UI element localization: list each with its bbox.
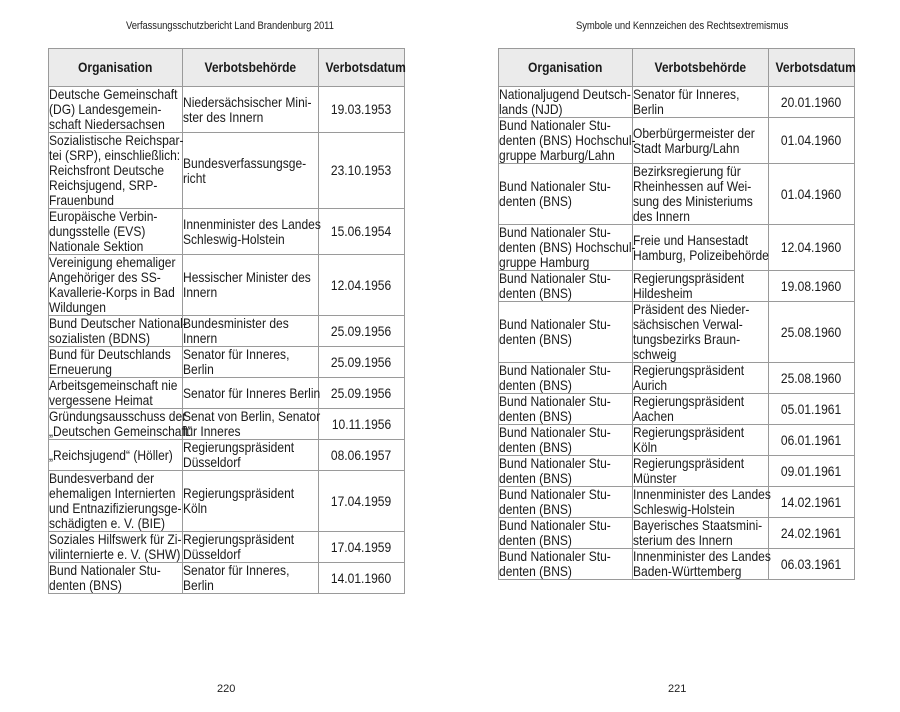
organisation-cell-line: Bund Nationaler Stu- xyxy=(499,117,611,133)
table-row xyxy=(49,133,405,209)
authority-cell-line: Hildesheim xyxy=(633,285,693,301)
authority-cell-line: Köln xyxy=(183,500,208,516)
authority-cell-line: tungsbezirks Braun- xyxy=(633,331,741,347)
table-row xyxy=(499,518,855,549)
header-organisation: Organisation xyxy=(499,49,633,87)
authority-cell-line: Düsseldorf xyxy=(183,546,241,562)
table-row xyxy=(499,394,855,425)
table-row xyxy=(499,225,855,271)
table-row xyxy=(49,255,405,316)
date-cell: 14.02.1961 xyxy=(769,487,855,518)
organisation-cell-line: denten (BNS) xyxy=(499,408,572,424)
table-row xyxy=(499,363,855,394)
organisation-cell xyxy=(49,133,183,209)
authority-cell xyxy=(633,487,769,518)
organisation-cell-line: Angehöriger des SS- xyxy=(49,269,161,285)
authority-cell-line: Regierungspräsident xyxy=(183,439,295,455)
authority-cell xyxy=(633,118,769,164)
authority-cell-line: Senator für Inneres Berlin xyxy=(183,384,321,401)
organisation-cell-line: denten (BNS) xyxy=(499,193,572,209)
ban-table xyxy=(48,48,405,594)
organisation-cell xyxy=(49,347,183,378)
authority-cell-line: Köln xyxy=(633,439,658,455)
organisation-cell xyxy=(49,209,183,255)
table-row xyxy=(499,549,855,580)
organisation-cell-line: Nationaljugend Deutsch- xyxy=(499,86,631,102)
organisation-cell-line: gruppe Marburg/Lahn xyxy=(499,147,615,163)
authority-cell xyxy=(633,164,769,225)
authority-cell-line: Hessischer Minister des xyxy=(183,269,311,285)
organisation-cell-line: tei (SRP), einschließlich: xyxy=(49,147,181,163)
authority-cell-line: Regierungspräsident xyxy=(183,531,295,547)
authority-cell-line: Innenminister des Landes xyxy=(633,486,771,502)
table-row xyxy=(499,271,855,302)
organisation-cell-line: Bund Nationaler Stu- xyxy=(499,270,611,286)
organisation-cell xyxy=(499,87,633,118)
organisation-cell-line: dungsstelle (EVS) xyxy=(49,223,146,239)
organisation-cell-line: denten (BNS) xyxy=(49,577,122,593)
organisation-cell-line: Bund Nationaler Stu- xyxy=(499,224,611,240)
authority-cell-line: Rheinhessen auf Wei- xyxy=(633,178,752,194)
organisation-cell xyxy=(49,408,193,440)
organisation-cell xyxy=(49,255,183,316)
authority-cell-line: Berlin xyxy=(183,577,214,593)
organisation-cell-line: denten (BNS) xyxy=(499,532,572,548)
authority-cell-line: Präsident des Nieder- xyxy=(633,301,750,317)
authority-cell-line: Schleswig-Holstein xyxy=(633,501,735,517)
organisation-cell-line: Gründungsausschuss der xyxy=(49,408,187,424)
authority-cell xyxy=(633,302,769,363)
organisation-cell xyxy=(499,164,633,225)
header-date: Verbotsdatum xyxy=(769,49,855,87)
organisation-cell-line: schaft Niedersachsen xyxy=(49,116,165,132)
organisation-cell-line: denten (BNS) xyxy=(499,439,572,455)
organisation-cell-line: schädigten e. V. (BIE) xyxy=(49,515,166,531)
authority-cell xyxy=(633,518,769,549)
authority-cell-line: Stadt Marburg/Lahn xyxy=(633,139,740,156)
organisation-cell-line: denten (BNS) Hochschul- xyxy=(499,239,636,255)
organisation-cell xyxy=(49,563,183,594)
table-row xyxy=(49,378,405,409)
organisation-cell-line: denten (BNS) xyxy=(499,331,572,347)
organisation-cell-line: denten (BNS) Hochschul- xyxy=(499,132,636,148)
organisation-cell xyxy=(499,117,636,164)
authority-cell-line: Regierungspräsident xyxy=(183,485,295,501)
organisation-cell-line: denten (BNS) xyxy=(499,563,572,579)
organisation-cell-line: Kavallerie-Korps in Bad xyxy=(49,284,175,300)
organisation-cell xyxy=(499,302,633,363)
authority-cell-line: Regierungspräsident xyxy=(633,455,745,471)
organisation-cell-line: Nationale Sektion xyxy=(49,238,144,254)
authority-cell xyxy=(183,378,319,409)
organisation-cell-line: denten (BNS) xyxy=(499,377,572,393)
organisation-cell-line: Frauenbund xyxy=(49,192,114,208)
authority-cell-line: Regierungspräsident xyxy=(633,393,745,409)
table-row xyxy=(49,532,405,563)
authority-cell xyxy=(633,425,769,456)
authority-cell xyxy=(183,440,319,471)
authority-cell-line: Niedersächsischer Mini- xyxy=(183,93,312,110)
table-row xyxy=(49,471,405,532)
date-cell: 25.09.1956 xyxy=(319,378,405,409)
organisation-cell xyxy=(49,87,183,133)
authority-cell-line: sterium des Innern xyxy=(633,532,733,548)
organisation-cell xyxy=(499,518,633,549)
authority-cell-line: sächsischen Verwal- xyxy=(633,316,743,332)
date-cell: 09.01.1961 xyxy=(769,456,855,487)
organisation-cell-line: Deutsche Gemeinschaft xyxy=(49,86,178,102)
table-header-row xyxy=(49,49,405,87)
organisation-cell-line: Bund Nationaler Stu- xyxy=(499,178,611,194)
table-row xyxy=(499,425,855,456)
page-number: 221 xyxy=(668,683,687,695)
date-cell: 06.03.1961 xyxy=(769,549,855,580)
date-cell: 25.08.1960 xyxy=(769,363,855,394)
table-row xyxy=(49,87,405,133)
authority-cell-line: Innern xyxy=(183,330,218,346)
authority-cell xyxy=(633,225,769,271)
organisation-cell-line: Bund Nationaler Stu- xyxy=(499,424,611,440)
header-authority: Verbotsbehörde xyxy=(183,49,319,87)
right-page xyxy=(450,0,900,712)
organisation-cell xyxy=(499,394,633,425)
running-head: Symbole und Kennzeichen des Rechtsextremismus xyxy=(576,20,789,32)
authority-cell-line: Schleswig-Holstein xyxy=(183,230,285,247)
organisation-cell-line: Bund Nationaler Stu- xyxy=(499,393,611,409)
date-cell: 17.04.1959 xyxy=(319,532,405,563)
organisation-cell-line: vilinternierte e. V. (SHW) xyxy=(49,546,181,562)
authority-cell-line: Oberbürgermeister der xyxy=(633,124,755,141)
organisation-cell-line: Arbeitsgemeinschaft nie xyxy=(49,377,178,393)
organisation-cell-line: denten (BNS) xyxy=(499,470,572,486)
organisation-cell xyxy=(499,487,633,518)
table-row xyxy=(499,87,855,118)
authority-cell-line: Münster xyxy=(633,470,677,486)
authority-cell xyxy=(183,409,319,440)
authority-cell-line: sung des Ministeriums xyxy=(633,193,753,209)
organisation-cell-line: Bund Nationaler Stu- xyxy=(499,548,611,564)
header-date: Verbotsdatum xyxy=(319,49,405,87)
authority-cell-line: schweig xyxy=(633,346,677,362)
organisation-cell-line: ehemaligen Internierten xyxy=(49,485,176,501)
organisation-cell-line: „Reichsjugend“ (Höller) xyxy=(49,446,173,463)
authority-cell-line: Aurich xyxy=(633,377,668,393)
running-head: Verfassungsschutzbericht Land Brandenburg 2011 xyxy=(126,20,334,32)
authority-cell xyxy=(633,87,769,118)
table-row xyxy=(499,164,855,225)
organisation-cell-line: lands (NJD) xyxy=(499,101,563,117)
authority-cell-line: Regierungspräsident xyxy=(633,424,745,440)
authority-cell-line: Senator für Inneres, xyxy=(633,86,740,102)
authority-cell xyxy=(183,255,319,316)
date-cell: 08.06.1957 xyxy=(319,440,405,471)
header-authority: Verbotsbehörde xyxy=(633,49,769,87)
organisation-cell-line: Bund Nationaler Stu- xyxy=(499,486,611,502)
organisation-cell xyxy=(49,378,183,409)
organisation-cell-line: Wildungen xyxy=(49,299,106,315)
authority-cell-line: Aachen xyxy=(633,408,674,424)
organisation-cell-line: Bundesverband der xyxy=(49,470,155,486)
authority-cell xyxy=(633,456,769,487)
authority-cell-line: Bezirksregierung für xyxy=(633,163,741,179)
organisation-cell-line: denten (BNS) xyxy=(499,501,572,517)
organisation-cell-line: Bund Nationaler Stu- xyxy=(499,455,611,471)
date-cell: 23.10.1953 xyxy=(319,133,405,209)
organisation-cell xyxy=(499,363,633,394)
organisation-cell-line: Reichsfront Deutsche xyxy=(49,162,165,178)
date-cell: 12.04.1956 xyxy=(319,255,405,316)
authority-cell-line: ster des Innern xyxy=(183,108,264,125)
authority-cell xyxy=(633,549,769,580)
organisation-cell xyxy=(49,440,183,471)
authority-cell-line: Hamburg, Polizeibehörde xyxy=(633,246,769,263)
organisation-cell-line: gruppe Hamburg xyxy=(499,254,590,270)
organisation-cell xyxy=(49,471,183,532)
authority-cell xyxy=(183,133,319,209)
organisation-cell xyxy=(49,532,183,563)
authority-cell-line: Regierungspräsident xyxy=(633,270,745,286)
table-row xyxy=(499,456,855,487)
authority-cell-line: Baden-Württemberg xyxy=(633,563,742,579)
date-cell: 24.02.1961 xyxy=(769,518,855,549)
authority-cell-line: Innenminister des Landes xyxy=(633,548,771,564)
authority-cell xyxy=(183,471,319,532)
date-cell: 01.04.1960 xyxy=(769,164,855,225)
authority-cell-line: Berlin xyxy=(183,361,214,377)
organisation-cell-line: Bund Nationaler Stu- xyxy=(49,562,161,578)
table-row xyxy=(49,409,405,440)
date-cell: 10.11.1956 xyxy=(319,409,405,440)
authority-cell-line: Innern xyxy=(183,284,218,300)
date-cell: 01.04.1960 xyxy=(769,118,855,164)
date-cell: 19.03.1953 xyxy=(319,87,405,133)
authority-cell xyxy=(183,316,319,347)
page-number: 220 xyxy=(217,683,236,695)
authority-cell-line: richt xyxy=(183,169,206,186)
organisation-cell-line: Sozialistische Reichspar- xyxy=(49,132,184,148)
date-cell: 05.01.1961 xyxy=(769,394,855,425)
date-cell: 20.01.1960 xyxy=(769,87,855,118)
authority-cell-line: Bayerisches Staatsmini- xyxy=(633,517,763,533)
organisation-cell-line: Bund für Deutschlands xyxy=(49,346,171,362)
organisation-cell xyxy=(499,425,633,456)
authority-cell-line: Regierungspräsident xyxy=(633,362,745,378)
organisation-cell-line: und Entnazifizierungsge- xyxy=(49,500,182,516)
organisation-cell-line: Vereinigung ehemaliger xyxy=(49,254,176,270)
organisation-cell-line: Bund Nationaler Stu- xyxy=(499,362,611,378)
table-body xyxy=(499,87,855,580)
organisation-cell-line: Bund Deutscher National- xyxy=(49,315,187,331)
authority-cell-line: Düsseldorf xyxy=(183,454,241,470)
authority-cell xyxy=(633,394,769,425)
date-cell: 06.01.1961 xyxy=(769,425,855,456)
authority-cell-line: Innenminister des Landes xyxy=(183,215,321,232)
authority-cell-line: Bundesminister des xyxy=(183,315,289,331)
organisation-cell xyxy=(499,271,633,302)
authority-cell-line: Senat von Berlin, Senator xyxy=(183,408,321,424)
organisation-cell-line: Bund Nationaler Stu- xyxy=(499,316,611,332)
table-row xyxy=(49,209,405,255)
organisation-cell-line: Erneuerung xyxy=(49,361,112,377)
table-row xyxy=(49,563,405,594)
date-cell: 19.08.1960 xyxy=(769,271,855,302)
table-row xyxy=(499,118,855,164)
authority-cell-line: für Inneres xyxy=(183,423,241,439)
table-row xyxy=(49,316,405,347)
date-cell: 17.04.1959 xyxy=(319,471,405,532)
organisation-cell-line: vergessene Heimat xyxy=(49,392,153,408)
authority-cell-line: Freie und Hansestadt xyxy=(633,231,749,248)
date-cell: 25.09.1956 xyxy=(319,347,405,378)
organisation-cell xyxy=(499,549,633,580)
organisation-cell-line: Soziales Hilfswerk für Zi- xyxy=(49,531,182,547)
authority-cell-line: Senator für Inneres, xyxy=(183,562,290,578)
organisation-cell-line: Bund Nationaler Stu- xyxy=(499,517,611,533)
date-cell: 25.09.1956 xyxy=(319,316,405,347)
date-cell: 12.04.1960 xyxy=(769,225,855,271)
table-row xyxy=(499,302,855,363)
table-header-row xyxy=(499,49,855,87)
authority-cell xyxy=(633,271,769,302)
organisation-cell-line: Reichsjugend, SRP- xyxy=(49,177,158,193)
header-organisation: Organisation xyxy=(49,49,183,87)
authority-cell xyxy=(183,347,319,378)
organisation-cell-line: „Deutschen Gemeinschaft“ xyxy=(49,423,193,439)
organisation-cell-line: (DG) Landesgemein- xyxy=(49,101,162,117)
table-row xyxy=(49,347,405,378)
table-row xyxy=(49,440,405,471)
table-body xyxy=(49,87,405,594)
date-cell: 25.08.1960 xyxy=(769,302,855,363)
authority-cell xyxy=(183,209,319,255)
date-cell: 14.01.1960 xyxy=(319,563,405,594)
organisation-cell xyxy=(499,456,633,487)
organisation-cell xyxy=(49,315,187,347)
organisation-cell-line: sozialisten (BDNS) xyxy=(49,330,151,346)
date-cell: 15.06.1954 xyxy=(319,209,405,255)
authority-cell-line: des Innern xyxy=(633,208,690,224)
organisation-cell-line: Europäische Verbin- xyxy=(49,208,158,224)
table-row xyxy=(499,487,855,518)
authority-cell-line: Bundesverfassungsge- xyxy=(183,154,307,171)
authority-cell xyxy=(633,363,769,394)
ban-table xyxy=(498,48,855,580)
authority-cell-line: Senator für Inneres, xyxy=(183,346,290,362)
organisation-cell-line: denten (BNS) xyxy=(499,285,572,301)
authority-cell-line: Berlin xyxy=(633,101,664,117)
authority-cell xyxy=(183,87,319,133)
authority-cell xyxy=(183,563,319,594)
organisation-cell xyxy=(499,224,636,271)
authority-cell xyxy=(183,532,319,563)
